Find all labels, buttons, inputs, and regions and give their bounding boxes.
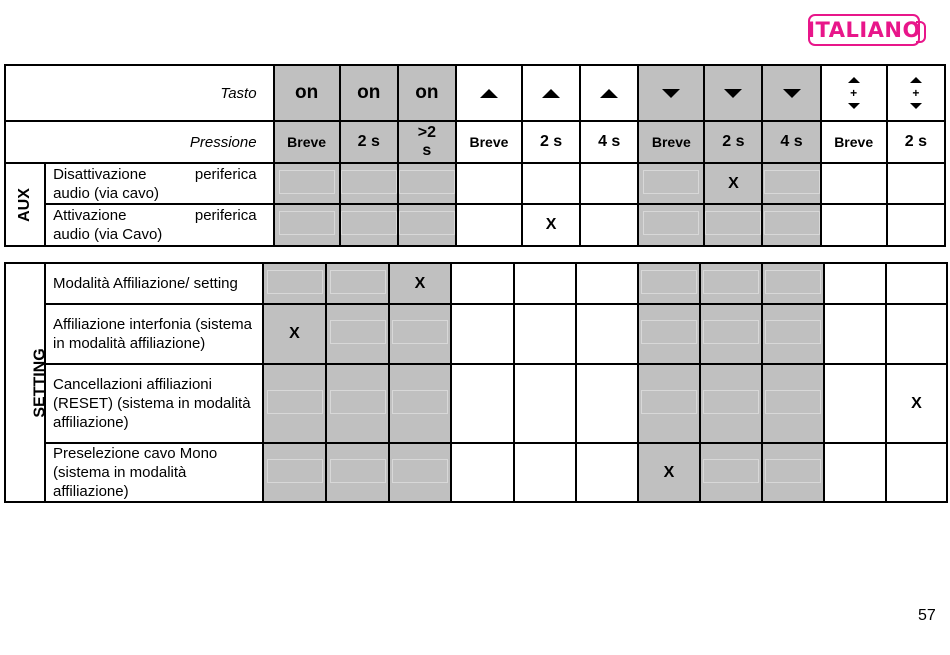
tasto-label: Tasto [5,65,274,121]
triangle-up-icon [910,77,922,83]
row-description: Modalità Affiliazione/ setting [45,263,263,304]
plus-label: + [850,86,858,100]
mark-x: X [638,443,700,502]
triangle-up-icon [480,89,498,98]
mark-x: X [389,263,451,304]
aux-section-label: AUX [5,163,45,246]
key-up [522,65,580,121]
table-row [5,364,947,443]
key-on: on [340,65,398,121]
duration-cell: 4 s [580,121,638,163]
mark-x: X [522,204,580,246]
triangle-up-icon [542,89,560,98]
table-row [5,304,947,364]
triangle-down-icon [662,89,680,98]
duration-cell: Breve [274,121,340,163]
mark-x: X [704,163,762,204]
key-on: on [398,65,456,121]
table-row [5,443,947,502]
aux-table [4,64,946,247]
triangle-up-icon [600,89,618,98]
row-description: Preselezione cavo Mono (sistema in modalità affiliazione) [45,443,263,502]
page-number: 57 [918,607,936,624]
duration-cell: 2 s [522,121,580,163]
key-on: on [274,65,340,121]
table-row [5,263,947,304]
duration-cell: 2 s [340,121,398,163]
key-down [638,65,704,121]
row-description: Cancellazioni affiliazioni (RESET) (sistema in modalità affiliazione) [45,364,263,443]
key-down [704,65,762,121]
table-row [5,163,945,204]
key-down [762,65,820,121]
language-badge [808,14,920,46]
triangle-down-icon [724,89,742,98]
table-row [5,204,945,246]
plus-label: + [912,86,920,100]
pressione-label: Pressione [5,121,274,163]
key-up [456,65,522,121]
language-badge-label: ITALIANO [807,18,921,42]
duration-cell: 4 s [762,121,820,163]
triangle-down-icon [910,103,922,109]
key-up [580,65,638,121]
duration-cell: Breve [821,121,887,163]
duration-cell: Breve [638,121,704,163]
row-description: Affiliazione interfonia (sistema in modalità affiliazione) [45,304,263,364]
key-up-down [821,65,887,121]
duration-cell: Breve [456,121,522,163]
triangle-down-icon [783,89,801,98]
duration-cell: 2 s [887,121,945,163]
mark-x: X [886,364,947,443]
mark-x: X [263,304,326,364]
duration-cell: >2 s [398,121,456,163]
duration-cell: 2 s [704,121,762,163]
row-description: Attivazione periferica audio (via Cavo) [45,204,273,246]
key-up-down [887,65,945,121]
setting-section-label: SETTING [5,263,45,502]
triangle-up-icon [848,77,860,83]
setting-table [4,262,948,503]
triangle-down-icon [848,103,860,109]
row-description: Disattivazione periferica audio (via cavo) [45,163,273,204]
